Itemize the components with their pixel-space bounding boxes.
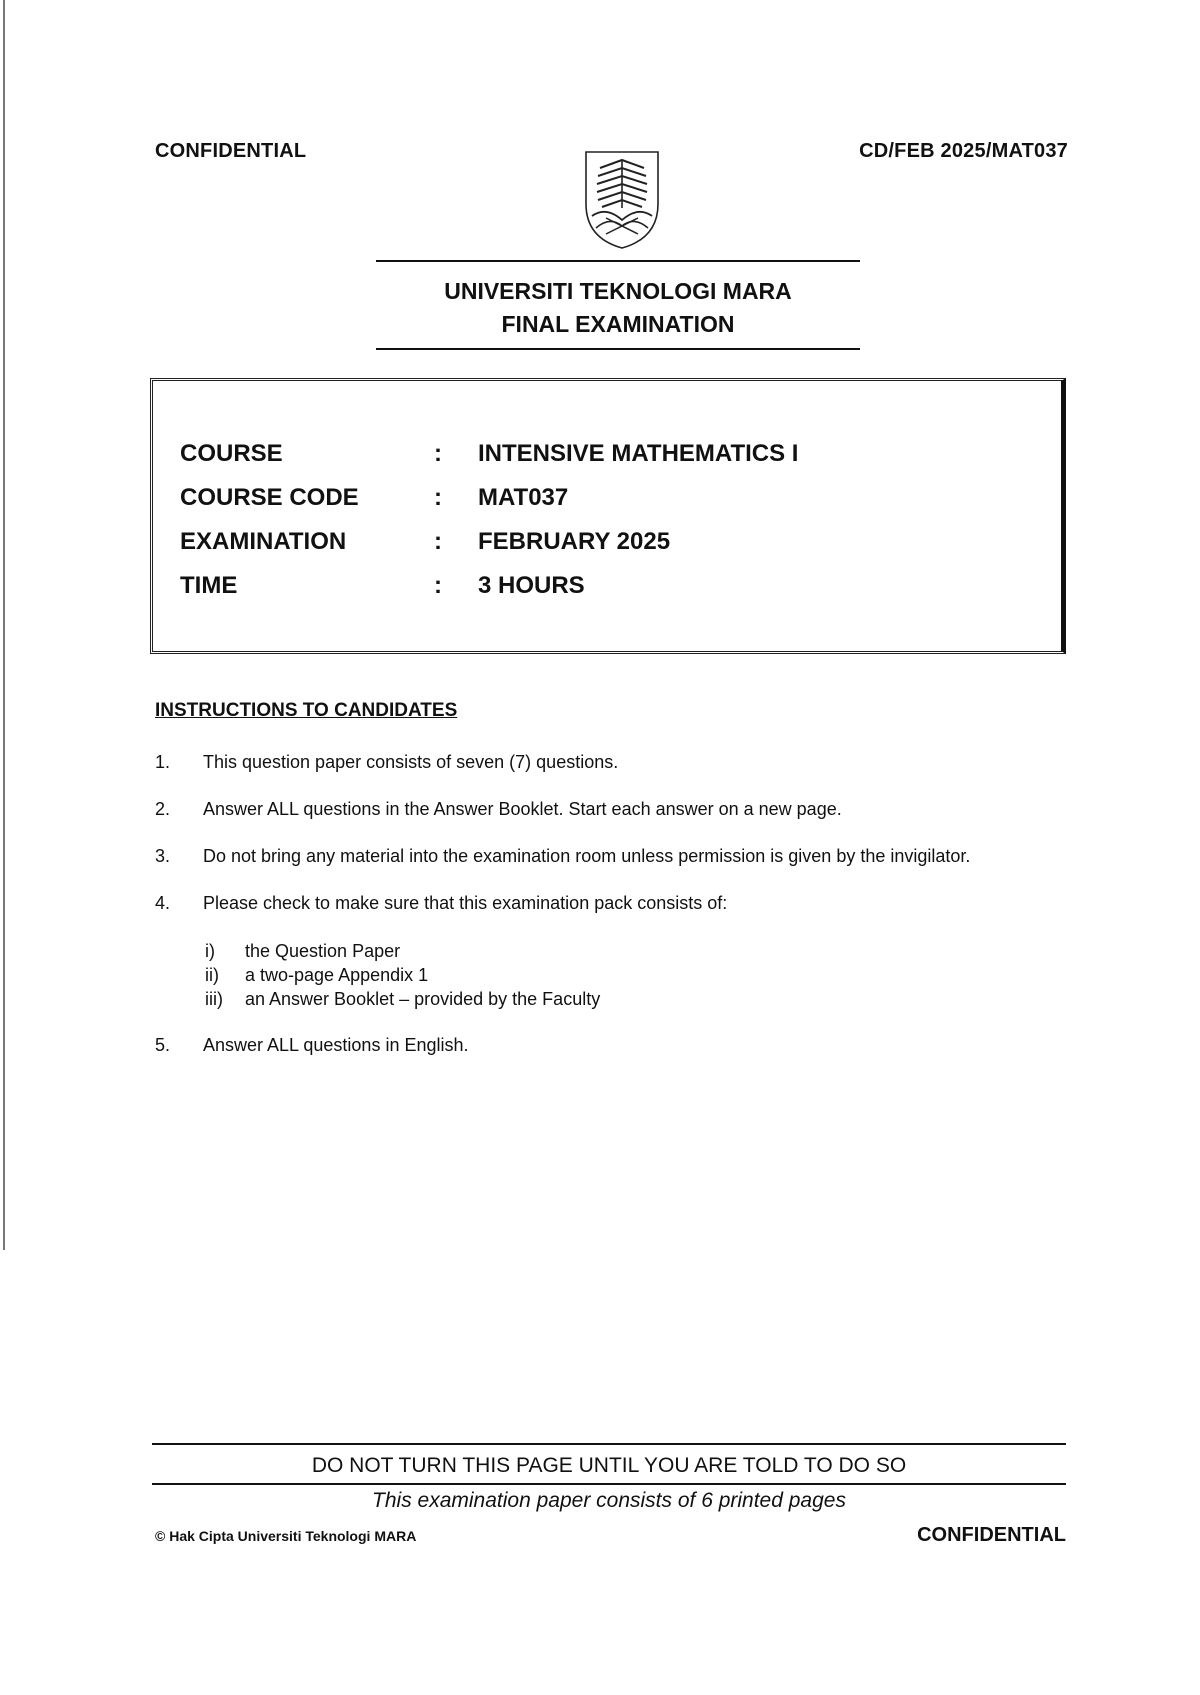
instruction-number: 3. [155,846,171,866]
footer-confidential: CONFIDENTIAL [917,1524,1066,1546]
instruction-text: Answer ALL questions in English. [203,1035,469,1055]
course-value: INTENSIVE MATHEMATICS I [478,440,799,467]
instruction-number: 1. [155,752,171,772]
copyright-notice: © Hak Cipta Universiti Teknologi MARA [155,1528,417,1544]
time-value: 3 HOURS [478,572,585,599]
sub-item-text: an Answer Booklet – provided by the Faculty [245,989,601,1009]
time-label: TIME [180,572,238,599]
sub-item-number: iii) [205,989,223,1009]
course-info-box [150,378,1066,654]
university-name: UNIVERSITI TEKNOLOGI MARA [444,278,792,304]
footer-middle-rule [152,1483,1066,1485]
sub-item-text: a two-page Appendix 1 [245,965,429,985]
instruction-number: 5. [155,1035,171,1055]
separator: : [434,484,442,511]
scan-edge-line [3,0,5,1250]
title-bottom-rule [376,348,860,350]
separator: : [434,528,442,555]
title-block [376,275,860,341]
sub-item-number: ii) [205,965,219,985]
separator: : [434,440,442,467]
instruction-text: Do not bring any material into the examination room unless permission is given by the invigilator. [203,846,971,866]
header-confidential: CONFIDENTIAL [155,140,307,162]
instruction-number: 4. [155,893,171,913]
header-paper-code: CD/FEB 2025/MAT037 [859,140,1068,162]
sub-item-number: i) [205,941,215,961]
instructions-heading: INSTRUCTIONS TO CANDIDATES [155,700,458,721]
instruction-number: 2. [155,799,171,819]
course-label: COURSE [180,440,283,467]
examination-value: FEBRUARY 2025 [478,528,671,555]
sub-item-text: the Question Paper [245,941,401,961]
printed-pages-note: This examination paper consists of 6 printed pages [372,1489,846,1512]
footer-top-rule [152,1443,1066,1445]
title-top-rule [376,260,860,262]
separator: : [434,572,442,599]
university-crest-icon [580,146,664,250]
course-code-label: COURSE CODE [180,484,359,511]
exam-type: FINAL EXAMINATION [501,311,735,337]
instruction-text: This question paper consists of seven (7) questions. [203,752,619,772]
course-code-value: MAT037 [478,484,569,511]
instruction-text: Please check to make sure that this examination pack consists of: [203,893,728,913]
do-not-turn-notice: DO NOT TURN THIS PAGE UNTIL YOU ARE TOLD TO DO SO [311,1454,907,1477]
examination-label: EXAMINATION [180,528,347,555]
instruction-text: Answer ALL questions in the Answer Booklet. Start each answer on a new page. [203,799,842,819]
